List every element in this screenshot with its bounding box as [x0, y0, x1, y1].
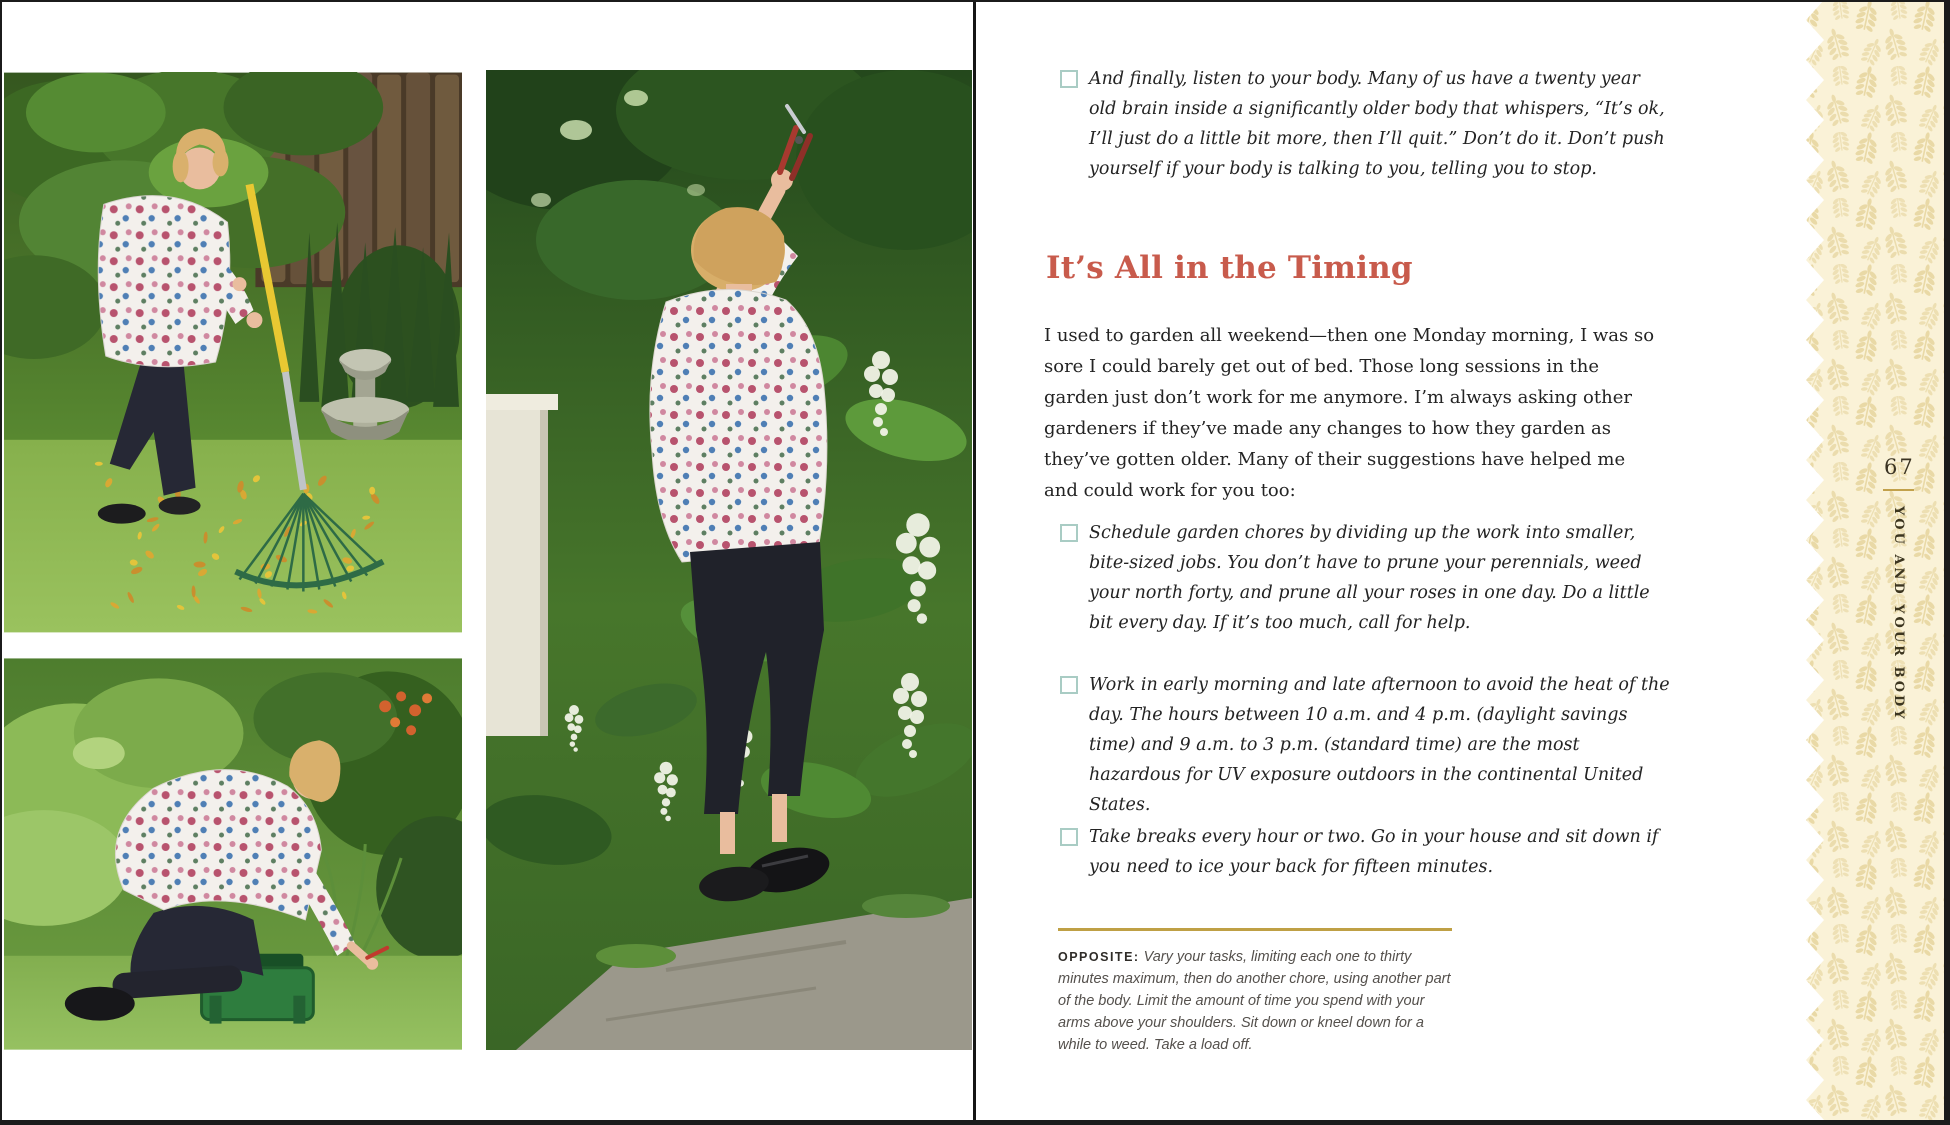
bullet-square-icon — [1060, 70, 1078, 88]
bullet-text: Work in early morning and late afternoon to avoid the heat of the day. The hours between 10 a.m. and 4 p.m. (daylight savings time) and 9 a.m. to 3 p.m. (standard time) are the most hazardous for UV exposure outdoors in the continental United States. — [1089, 675, 1670, 815]
bullet-square-icon — [1060, 828, 1078, 846]
bullet-square-icon — [1060, 524, 1078, 542]
pruning-scene-illustration — [486, 70, 972, 1050]
section-heading: It’s All in the Timing — [1046, 250, 1413, 286]
scan-edge-right — [1944, 0, 1950, 1125]
page-number: 67 — [1884, 455, 1915, 479]
chapter-title-vertical: YOU AND YOUR BODY — [1891, 506, 1906, 722]
photo-caption — [1058, 946, 1460, 1056]
photo-woman-kneeling — [4, 658, 462, 1050]
caption-rule — [1058, 928, 1452, 931]
white-pillar — [486, 394, 558, 736]
bullet-square-icon — [1060, 676, 1078, 694]
caption-label: OPPOSITE: — [1058, 950, 1140, 964]
scan-edge-left — [0, 0, 2, 1125]
kneeling-scene-illustration — [4, 658, 462, 1050]
scan-edge-top — [0, 0, 1950, 2]
raking-scene-illustration — [4, 72, 462, 633]
bullet-item-work-early — [1060, 670, 1672, 820]
photo-woman-pruning — [486, 70, 972, 1050]
bullet-item-listen-to-body — [1060, 64, 1672, 184]
page-gutter-line — [973, 0, 976, 1125]
bullet-item-take-breaks — [1060, 822, 1672, 882]
page-number-rule — [1883, 489, 1914, 491]
bullet-item-schedule-chores — [1060, 518, 1672, 638]
bullet-text: Take breaks every hour or two. Go in your house and sit down if you need to ice your back for fifteen minutes. — [1089, 827, 1659, 877]
decorative-leaf-border — [1794, 0, 1950, 1125]
photo-woman-raking — [4, 72, 462, 633]
scan-edge-bottom — [0, 1120, 1950, 1125]
caption-text: Vary your tasks, limiting each one to thirty minutes maximum, then do another chore, using another part of the body. Limit the amount of time you spend with your arms above your shoulders. Sit down or kneel down for a while to weed. Take a load off. — [1058, 949, 1451, 1053]
bullet-text: Schedule garden chores by dividing up the work into smaller, bite-sized jobs. You don’t have to prune your perennials, weed your north forty, and prune all your roses in one day. Do a little bit every day. If it’s too much, call for help. — [1089, 523, 1650, 633]
intro-paragraph: I used to garden all weekend—then one Monday morning, I was so sore I could barely get out of bed. Those long sessions in the garden just don’t work for me anymore. I’m always asking other gardeners if they’ve made any changes to how they garden as they’ve gotten older. Many of their suggestions have helped me and could work for you too: — [1044, 325, 1655, 501]
bullet-text: And finally, listen to your body. Many of us have a twenty year old brain inside a significantly older body that whispers, “It’s ok, I’ll just do a little bit more, then I’ll quit.” Don’t do it. Don’t push yourself if your body is talking to you, telling you to stop. — [1089, 69, 1665, 179]
